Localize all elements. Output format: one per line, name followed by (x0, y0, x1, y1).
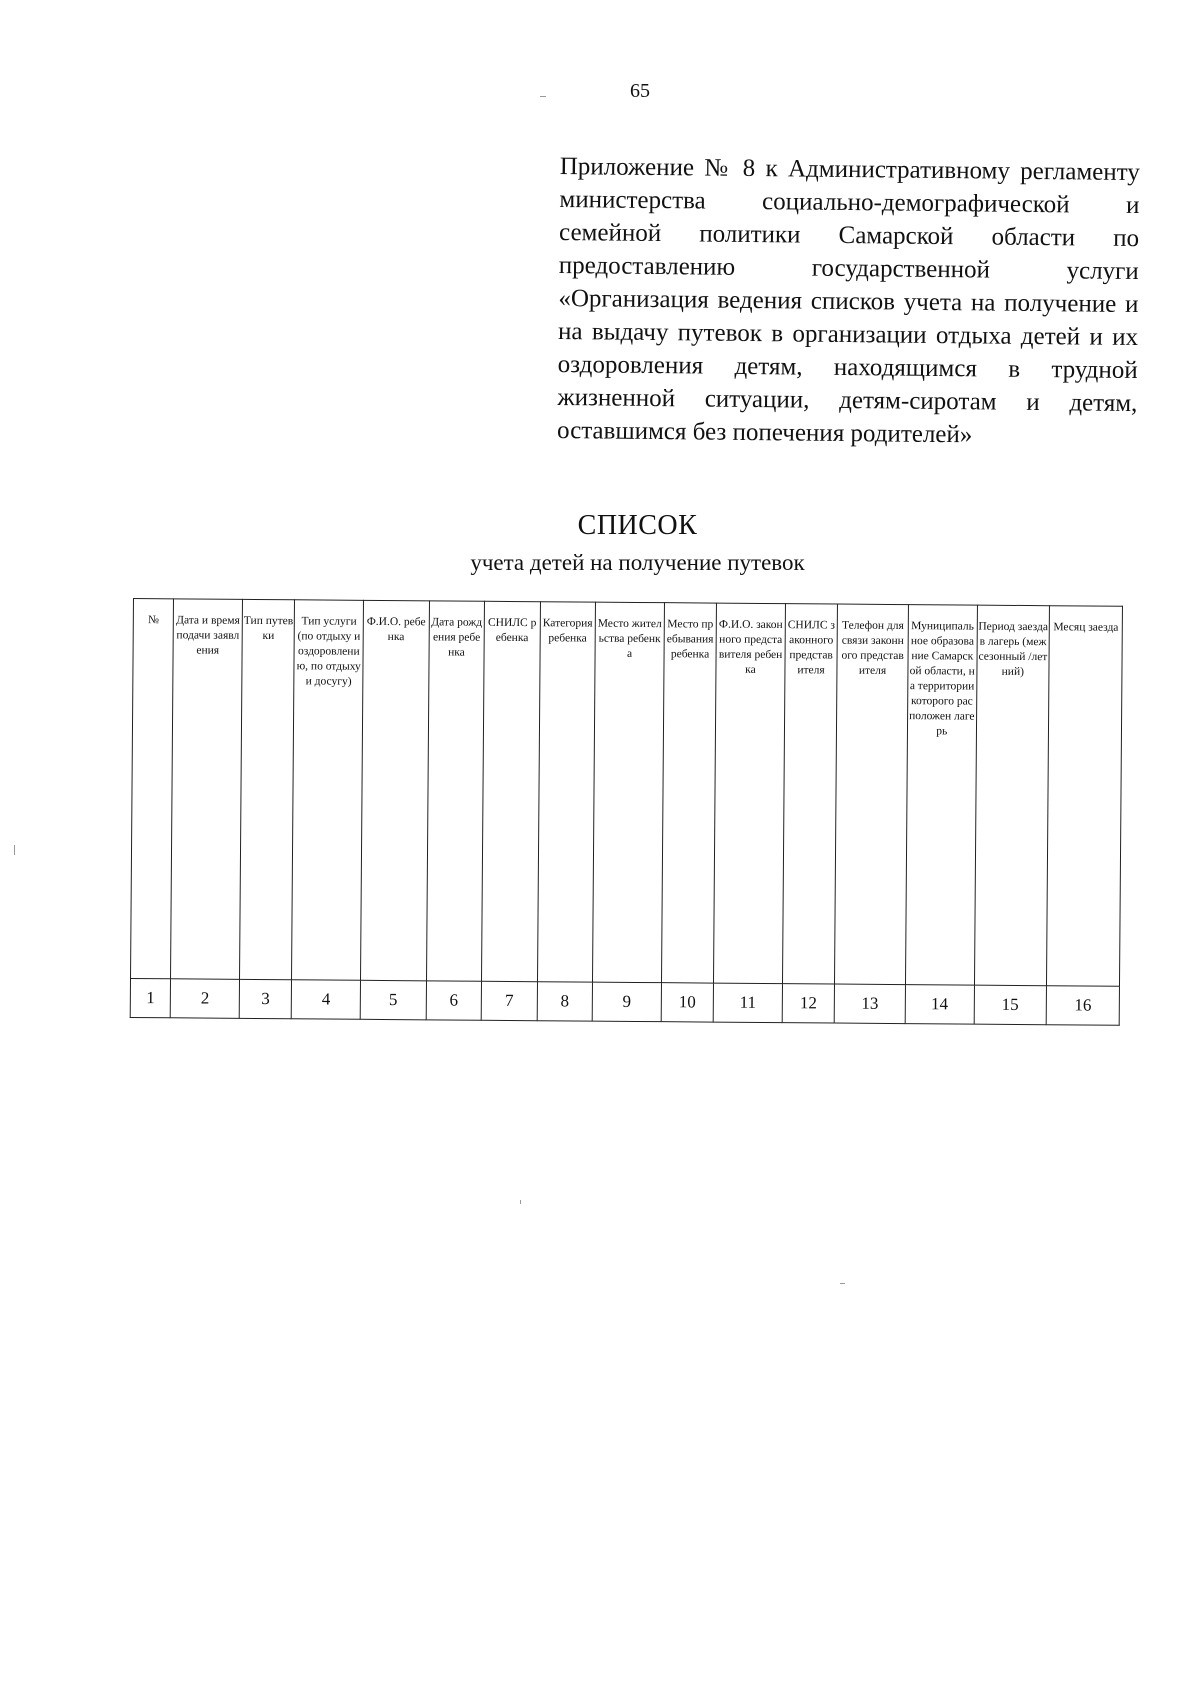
table-number-cell: 14 (905, 985, 974, 1025)
appendix-note: Приложение № 8 к Административному регламенту министерства социально-демографической и семейной политики Самарской области по предоставлению государственной услуги «Организация ведения списков учета на получение и на выдачу путевок в организации отдыха детей и их оздоровления детям, находящимся в трудной жизненной ситуации, детям-сиротам и детям, оставшимся без попечения родителей» (556, 152, 1140, 449)
table-header-cell: Место жительства ребенка (593, 602, 665, 983)
table-header-row (131, 599, 1123, 987)
table-number-cell: 7 (481, 981, 537, 1020)
table-header-cell: СНИЛС законного представителя (782, 604, 837, 984)
table-header-cell: СНИЛС ребенка (482, 601, 540, 981)
table-header-cell: Тип путевки (239, 599, 294, 979)
table-header-cell: Период заезда в лагерь (межсезонный /летний) (974, 605, 1050, 986)
table-number-cell: 9 (592, 982, 661, 1022)
register-table-wrap (130, 598, 1123, 1026)
table-number-cell: 15 (974, 985, 1047, 1025)
list-title: СПИСОК (577, 510, 698, 541)
table-number-cell: 12 (782, 984, 835, 1023)
list-subtitle: учета детей на получение путевок (470, 550, 805, 575)
table-number-cell: 1 (130, 978, 171, 1017)
table-number-cell: 5 (360, 980, 426, 1020)
table-header-cell: Категория ребенка (537, 602, 595, 982)
table-number-cell: 4 (292, 980, 361, 1020)
table-number-cell: 10 (661, 983, 714, 1022)
table-number-row (130, 978, 1119, 1025)
table-number-cell: 3 (239, 979, 292, 1018)
table-header-cell: Тип услуги (по отдыху и оздоровлению, по отдыху и досугу) (292, 600, 364, 981)
table-header-cell: Ф.И.О. ребенка (361, 600, 430, 981)
table-header-cell: Муниципальное образование Самарской области, на территории которого расположен лагерь (905, 605, 977, 986)
table-header-cell: № (131, 599, 174, 979)
table-header-cell: Дата рождения ребенка (426, 601, 484, 981)
table-number-cell: 13 (834, 984, 905, 1024)
table-header-cell: Месяц заезда (1047, 606, 1123, 987)
table-header-cell: Телефон для связи законного представителя (835, 604, 909, 985)
scan-speck (540, 96, 546, 97)
scan-speck (520, 1200, 521, 1204)
page-number: 65 (630, 80, 650, 102)
register-table (130, 598, 1123, 1026)
table-number-cell: 6 (426, 981, 482, 1020)
table-header-cell: Ф.И.О. законного представителя ребенка (714, 603, 786, 984)
table-number-cell: 8 (537, 982, 593, 1021)
table-header-cell: Место пребывания ребенка (661, 603, 716, 983)
table-number-cell: 11 (713, 983, 782, 1023)
scan-speck (840, 1283, 845, 1284)
table-number-cell: 2 (171, 979, 240, 1019)
scan-speck (14, 845, 15, 855)
table-header-cell: Дата и время подачи заявления (171, 599, 243, 980)
table-number-cell: 16 (1046, 986, 1119, 1026)
